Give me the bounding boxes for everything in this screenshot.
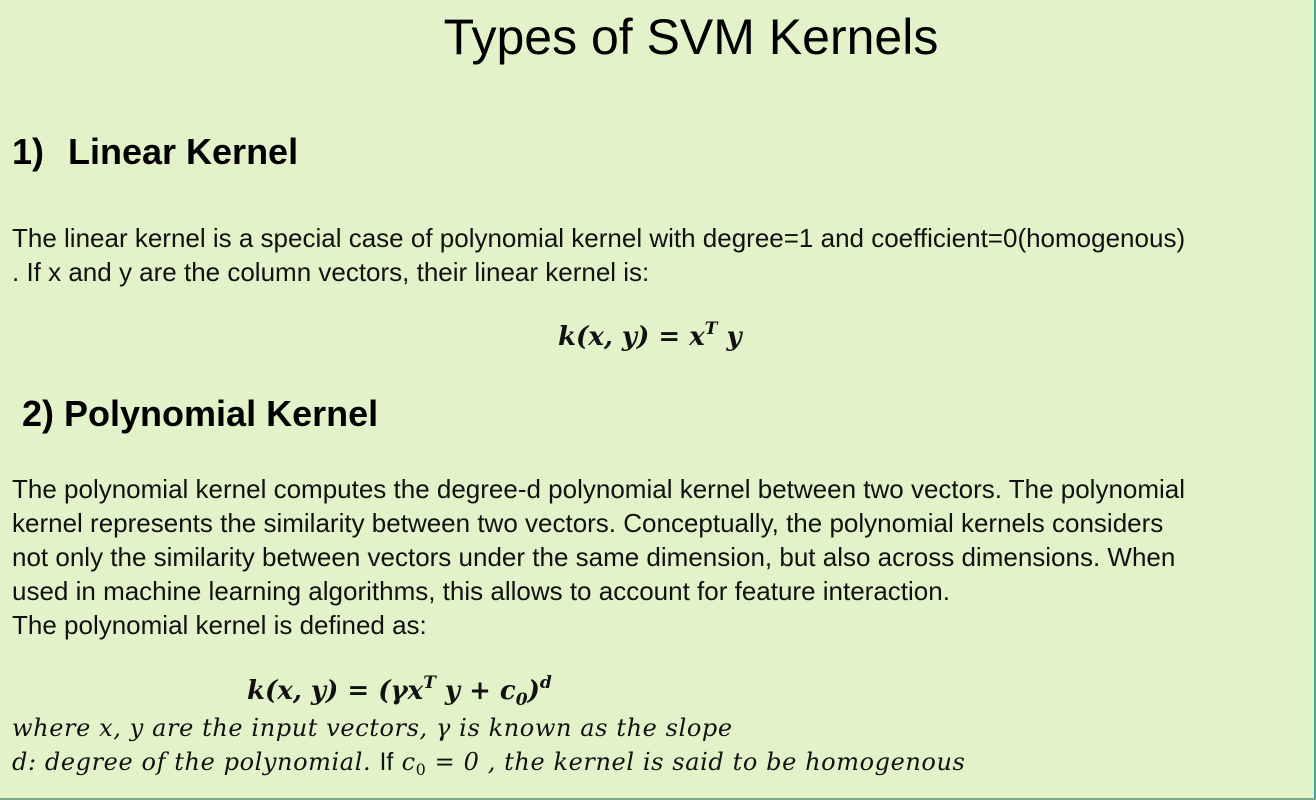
linear-kernel-description	[12, 221, 1185, 289]
note-part: c	[401, 748, 416, 776]
formula-part: y	[726, 322, 742, 352]
section-number: 1)	[12, 131, 45, 172]
text-line: used in machine learning algorithms, this allows to account for feature interaction.	[12, 576, 950, 606]
formula-superscript: T	[704, 319, 718, 339]
formula-part: y + c	[444, 676, 516, 706]
section-number: 2)	[22, 393, 55, 434]
text-line: not only the similarity between vectors under the same dimension, but also across dimensions. When	[12, 542, 1176, 572]
note-part: = 0 , the kernel is said to be homogenous	[434, 748, 966, 776]
formula-note-variables: where x, y are the input vectors, γ is known as the slope	[12, 714, 733, 742]
formula-subscript: 0	[515, 690, 528, 710]
note-part: If	[379, 748, 394, 776]
note-subscript: 0	[415, 760, 427, 779]
polynomial-kernel-formula	[247, 673, 552, 710]
formula-superscript: T	[423, 673, 436, 693]
text-line: The polynomial kernel is defined as:	[12, 610, 427, 640]
formula-superscript: d	[539, 673, 552, 693]
text-line: The linear kernel is a special case of polynomial kernel with degree=1 and coefficient=0(homogenous)	[12, 223, 1186, 253]
text-line: kernel represents the similarity between two vectors. Conceptually, the polynomial kernels considers	[12, 508, 1164, 538]
polynomial-kernel-description	[12, 472, 1185, 642]
page-title: Types of SVM Kernels	[443, 9, 939, 65]
formula-part: )	[527, 676, 540, 706]
section-title: Linear Kernel	[68, 131, 299, 172]
section-title: Polynomial Kernel	[64, 393, 379, 434]
formula-note-degree	[12, 748, 965, 777]
text-line: . If x and y are the column vectors, their linear kernel is:	[12, 257, 650, 287]
linear-kernel-formula	[558, 319, 742, 352]
formula-part: k(x, y) = (γx	[247, 676, 424, 706]
note-part: d: degree of the polynomial.	[12, 748, 372, 776]
formula-part: k(x, y) = x	[558, 322, 705, 352]
section-heading-polynomial	[22, 393, 378, 435]
section-heading-linear	[12, 131, 298, 173]
text-line: The polynomial kernel computes the degree-d polynomial kernel between two vectors. The polynomial	[12, 474, 1186, 504]
